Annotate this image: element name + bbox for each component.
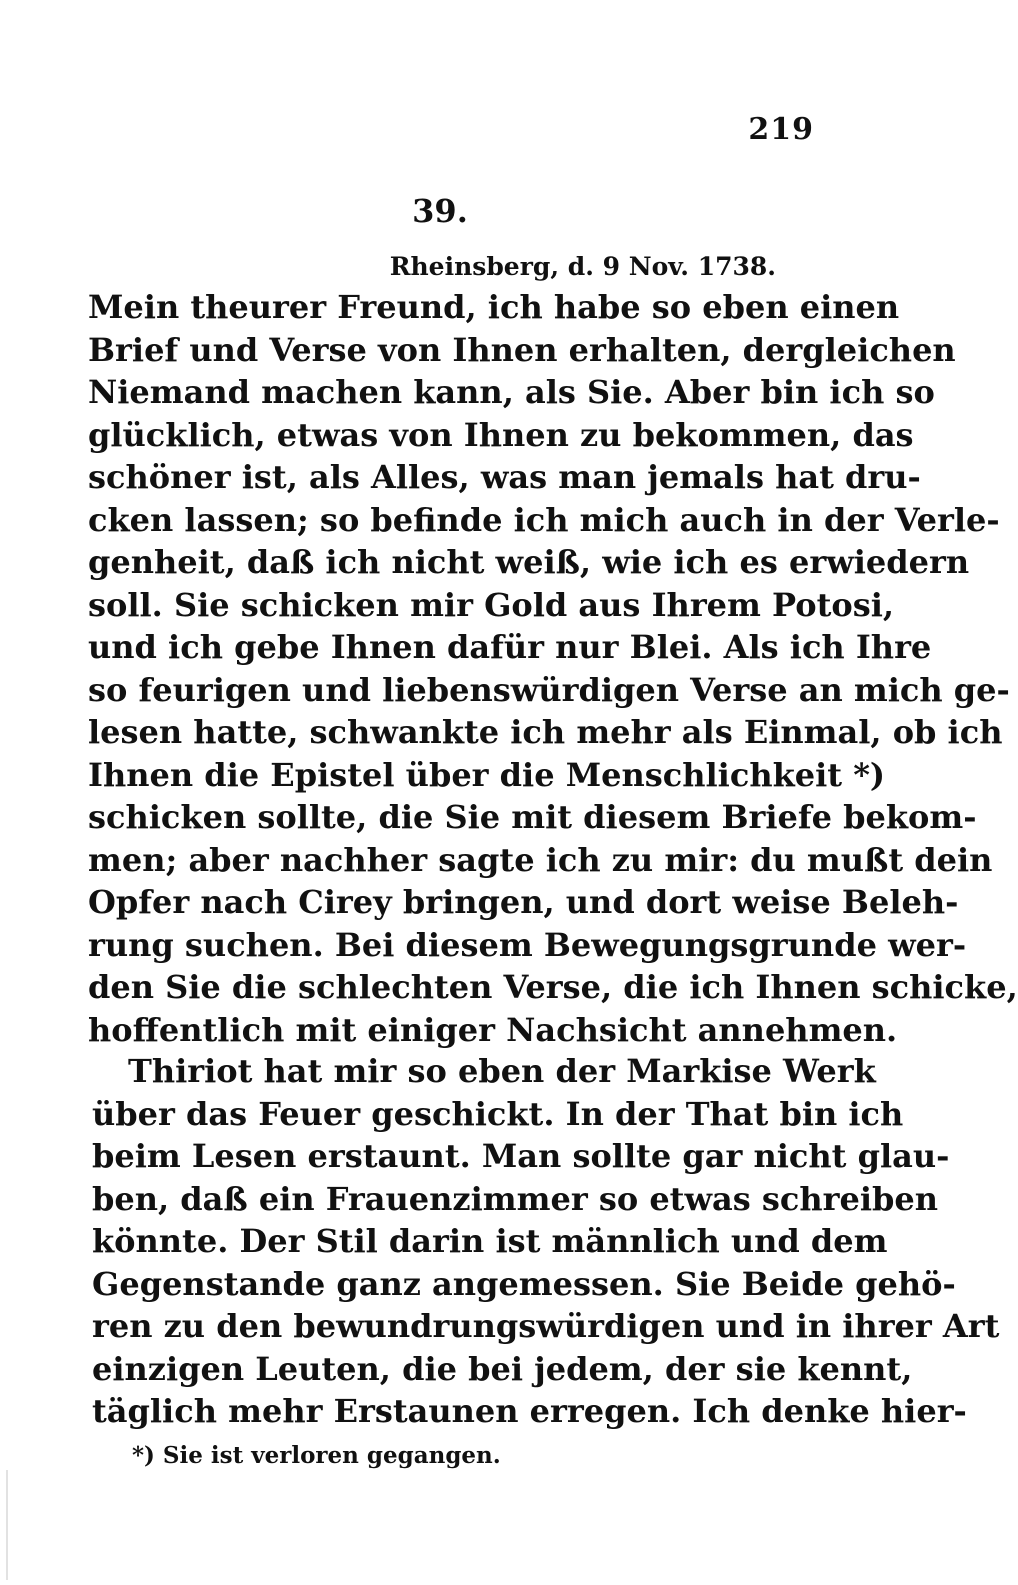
footnote: *) Sie ist verloren gegangen.: [132, 1442, 501, 1469]
text-line: glücklich, etwas von Ihnen zu bekommen, das: [88, 415, 914, 454]
dateline: Rheinsberg, d. 9 Nov. 1738.: [389, 252, 776, 281]
text-line: schicken sollte, die Sie mit diesem Briefe bekom-: [88, 798, 977, 836]
text-line: Gegenstande ganz angemessen. Sie Beide gehö-: [92, 1264, 956, 1303]
page-edge-shadow: [6, 1470, 8, 1580]
text-line: hoffentlich mit einiger Nachsicht annehmen.: [88, 1010, 898, 1049]
text-line: cken lassen; so befinde ich mich auch in der Verle-: [88, 500, 1000, 539]
text-line: Opfer nach Cirey bringen, und dort weise Beleh-: [88, 883, 959, 921]
text-line: Thiriot hat mir so eben der Markise Werk: [128, 1052, 876, 1090]
text-line: ben, daß ein Frauenzimmer so etwas schreiben: [92, 1179, 939, 1218]
text-line: soll. Sie schicken mir Gold aus Ihrem Potosi,: [88, 585, 895, 624]
text-line: könnte. Der Stil darin ist männlich und dem: [92, 1222, 888, 1260]
paragraph-2: [92, 1050, 1000, 1433]
text-line: so feurigen und liebenswürdigen Verse an mich ge-: [88, 670, 1010, 709]
text-line: Brief und Verse von Ihnen erhalten, dergleichen: [88, 330, 956, 369]
text-line: Ihnen die Epistel über die Menschlichkeit *): [88, 755, 886, 794]
text-line: einzigen Leuten, die bei jedem, der sie kennt,: [92, 1349, 913, 1388]
text-line: über das Feuer geschickt. In der That bin ich: [92, 1094, 904, 1133]
paragraph-1: [88, 286, 1018, 1051]
text-line: ren zu den bewundrungswürdigen und in ihrer Art: [92, 1307, 1000, 1345]
page-number: 219: [748, 112, 814, 147]
text-line: genheit, daß ich nicht weiß, wie ich es erwiedern: [88, 543, 970, 581]
text-line: Mein theurer Freund, ich habe so eben einen: [88, 288, 900, 326]
text-line: täglich mehr Erstaunen erregen. Ich denke hier-: [92, 1392, 967, 1430]
text-line: und ich gebe Ihnen dafür nur Blei. Als ich Ihre: [88, 628, 932, 666]
text-line: men; aber nachher sagte ich zu mir: du mußt dein: [88, 840, 993, 879]
text-line: Niemand machen kann, als Sie. Aber bin ich so: [88, 373, 935, 411]
text-line: rung suchen. Bei diesem Bewegungsgrunde wer-: [88, 925, 967, 964]
letter-number: 39.: [412, 192, 468, 230]
text-line: beim Lesen erstaunt. Man sollte gar nicht glau-: [92, 1137, 950, 1175]
text-line: lesen hatte, schwankte ich mehr als Einmal, ob ich: [88, 713, 1003, 751]
text-line: schöner ist, als Alles, was man jemals hat dru-: [88, 458, 921, 496]
text-line: den Sie die schlechten Verse, die ich Ihnen schicke,: [88, 968, 1018, 1006]
